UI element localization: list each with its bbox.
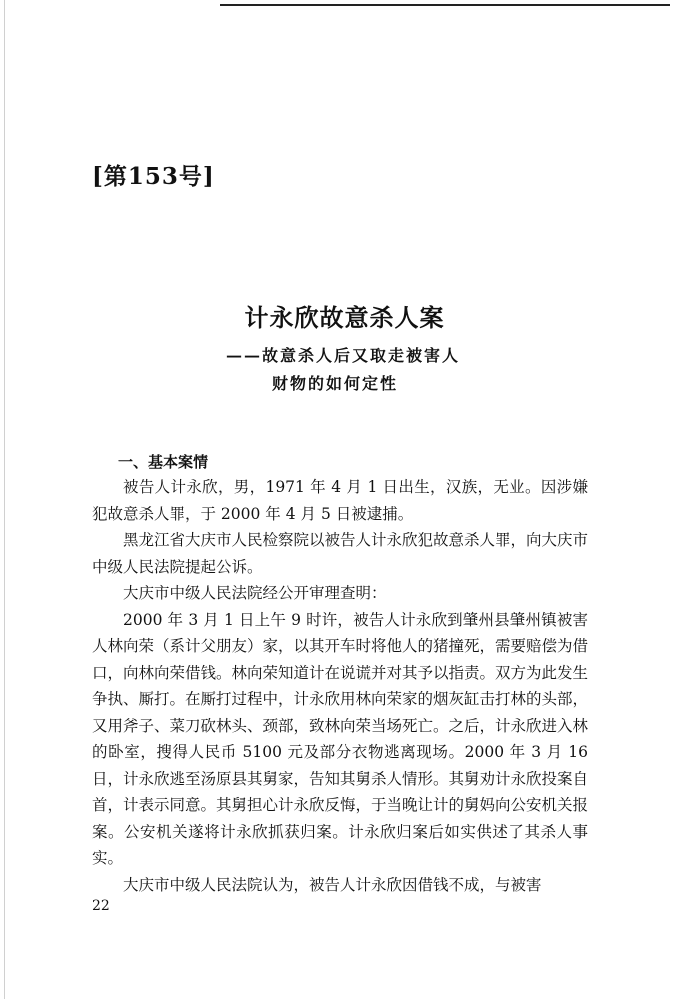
section-heading: 一、基本案情 — [118, 453, 209, 471]
paragraph-trial-intro: 大庆市中级人民法院经公开审理查明： — [123, 584, 387, 602]
page-left-edge — [4, 0, 5, 999]
page-number: 22 — [92, 898, 110, 914]
case-subtitle-line-2: 财物的如何定性 — [272, 374, 399, 393]
body-text — [92, 474, 588, 898]
paragraph-prosecution: 黑龙江省大庆市人民检察院以被告人计永欣犯故意杀人罪，向大庆市中级人民法院提起公诉。 — [92, 531, 589, 576]
case-number: [第153号] — [92, 163, 215, 190]
case-subtitle-line-1: ——故意杀人后又取走被害人 — [226, 346, 461, 365]
paragraph-facts: 2000 年 3 月 1 日上午 9 时许，被告人计永欣到肇州县肇州镇被害人林向荣（系计父朋友）家，以其开车时将他人的猪撞死，需要赔偿为借口，向林向荣借钱。林向荣知道计在说谎并对其予以指责。双方为此发生争执、厮打。在厮打过程中，计永欣用林向荣家的烟灰缸击打林的头部，又用斧子、菜刀砍林头、颈部，致林向荣当场死亡。之后，计永欣进入林的卧室，搜得人民币 5100 元及部分衣物逃离现场。2000 年 3 月 16 日，计永欣逃至汤原县其舅家，告知其舅杀人情形。其舅劝计永欣投案自首，计表示同意。其舅担心计永欣反悔，于当晚让计的舅妈向公安机关报案。公安机关遂将计永欣抓获归案。计永欣归案后如实供述了其杀人事实。 — [92, 610, 589, 867]
case-title: 计永欣故意杀人案 — [244, 303, 445, 332]
paragraph-defendant-info: 被告人计永欣，男，1971 年 4 月 1 日出生，汉族，无业。因涉嫌犯故意杀人罪，于 2000 年 4 月 5 日被逮捕。 — [92, 478, 588, 523]
paragraph-court-opinion: 大庆市中级人民法院认为，被告人计永欣因借钱不成，与被害 — [123, 875, 542, 894]
top-rule — [220, 4, 670, 6]
